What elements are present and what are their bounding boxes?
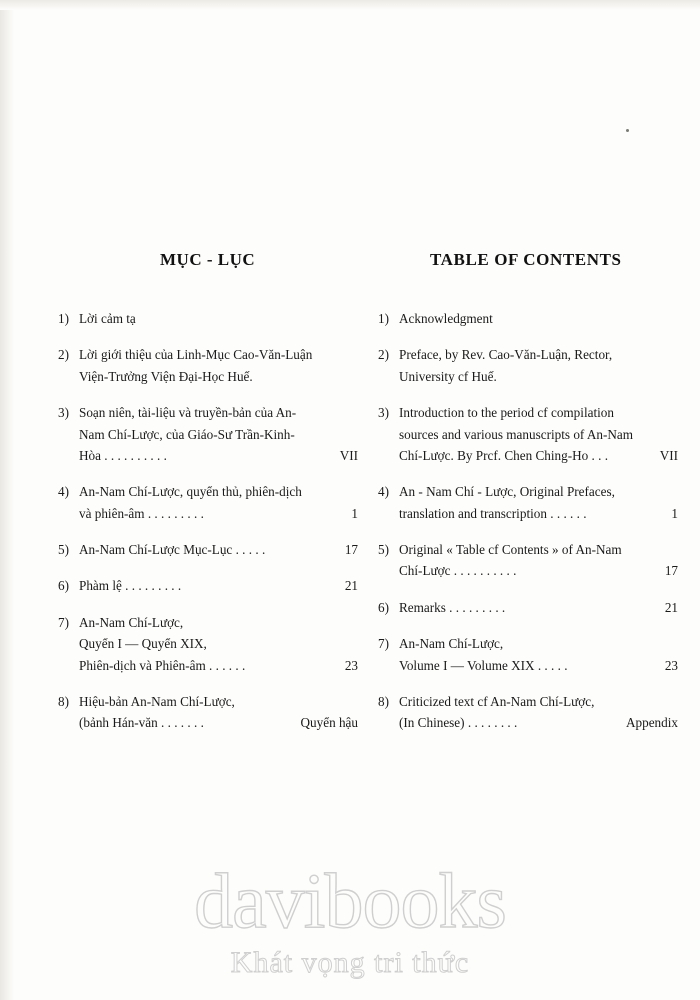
toc-entry-body bbox=[399, 481, 678, 524]
toc-entry-title: Viện-Trưởng Viện Đại-Học Huế. bbox=[79, 368, 253, 384]
toc-entry-body bbox=[399, 539, 678, 582]
page-edge-shadow-top bbox=[0, 0, 700, 10]
vietnamese-entry-list bbox=[58, 308, 358, 734]
toc-entry-number: 2) bbox=[378, 347, 389, 363]
toc-entry-title: Lời giới thiệu của Linh-Mục Cao-Văn-Luận bbox=[79, 347, 313, 363]
toc-entry-number: 6) bbox=[58, 578, 69, 594]
toc-entry-title: Criticized text cf An-Nam Chí-Lược, bbox=[399, 693, 595, 709]
watermark-sub-text: Khát vọng tri thức bbox=[230, 946, 470, 979]
paper-speck bbox=[626, 129, 629, 132]
toc-entry-number: 6) bbox=[378, 599, 389, 615]
toc-entry-body bbox=[79, 402, 358, 466]
toc-entry-title: Hòa . . . . . . . . . . bbox=[79, 447, 167, 463]
toc-entry bbox=[378, 402, 678, 466]
toc-entry-line bbox=[79, 402, 358, 423]
toc-entry-body bbox=[399, 597, 678, 618]
toc-entry-line bbox=[399, 560, 678, 581]
toc-entry-body bbox=[79, 539, 358, 560]
toc-entry-page: VII bbox=[339, 447, 358, 463]
toc-entry bbox=[378, 597, 678, 618]
toc-entry bbox=[58, 344, 358, 387]
toc-entry-number: 7) bbox=[378, 636, 389, 652]
toc-entry-line bbox=[79, 612, 358, 633]
toc-entry-page: 1 bbox=[671, 505, 678, 521]
toc-entry bbox=[378, 539, 678, 582]
toc-entry-line bbox=[399, 445, 678, 466]
toc-entry-number: 1) bbox=[378, 311, 389, 326]
toc-entry-line bbox=[79, 712, 358, 733]
toc-entry-line bbox=[79, 445, 358, 466]
toc-entry-body bbox=[399, 308, 678, 329]
toc-entry-line bbox=[79, 655, 358, 676]
toc-entry-line bbox=[79, 308, 358, 329]
toc-entry-number: 8) bbox=[378, 693, 389, 709]
toc-entry-title: Volume I — Volume XIX . . . . . bbox=[399, 657, 568, 673]
toc-entry-body bbox=[79, 308, 358, 329]
toc-entry-number: 5) bbox=[378, 542, 389, 557]
contents-column-vietnamese bbox=[58, 250, 358, 749]
toc-entry-line bbox=[399, 539, 678, 560]
toc-entry-line bbox=[79, 366, 358, 387]
toc-entry-number: 5) bbox=[58, 542, 69, 557]
toc-entry-body bbox=[79, 691, 358, 734]
watermark-main-text: davibooks bbox=[194, 857, 506, 944]
toc-entry-title: An-Nam Chí-Lược, bbox=[79, 614, 184, 630]
toc-entry-page: 21 bbox=[344, 578, 358, 594]
toc-entry-title: An-Nam Chí-Lược Mục-Lục . . . . . bbox=[79, 542, 266, 557]
toc-entry-page: 21 bbox=[664, 599, 678, 615]
toc-entry-body bbox=[79, 612, 358, 676]
toc-entry-line bbox=[79, 481, 358, 502]
toc-entry bbox=[58, 308, 358, 329]
toc-entry-line bbox=[399, 633, 678, 654]
toc-entry-line bbox=[399, 402, 678, 423]
toc-entry-line bbox=[399, 366, 678, 387]
toc-entry-body bbox=[79, 575, 358, 596]
toc-entry-title: và phiên-âm . . . . . . . . . bbox=[79, 505, 204, 521]
toc-entry-title: Lời cảm tạ bbox=[79, 311, 136, 326]
toc-entry-title: Remarks . . . . . . . . . bbox=[399, 599, 506, 615]
toc-entry-body bbox=[399, 344, 678, 387]
toc-entry-line bbox=[79, 503, 358, 524]
toc-entry-body bbox=[79, 481, 358, 524]
toc-entry-title: Hiệu-bản An-Nam Chí-Lược, bbox=[79, 693, 235, 709]
toc-entry-body bbox=[399, 402, 678, 466]
toc-entry-title: An-Nam Chí-Lược, bbox=[399, 636, 504, 652]
toc-entry bbox=[58, 612, 358, 676]
toc-entry-line bbox=[399, 597, 678, 618]
toc-entry bbox=[58, 402, 358, 466]
toc-entry bbox=[378, 633, 678, 676]
vietnamese-heading: MỤC - LỤC bbox=[160, 250, 256, 269]
toc-entry-page: VII bbox=[659, 447, 678, 463]
toc-entry bbox=[378, 344, 678, 387]
toc-entry-title: (In Chinese) . . . . . . . . bbox=[399, 715, 518, 731]
toc-entry-line bbox=[79, 575, 358, 596]
watermark bbox=[0, 857, 700, 980]
toc-entry bbox=[58, 691, 358, 734]
toc-entry-number: 3) bbox=[58, 405, 69, 421]
english-entry-list bbox=[378, 308, 678, 734]
toc-entry-page: 23 bbox=[664, 657, 678, 673]
toc-entry-number: 3) bbox=[378, 405, 389, 421]
toc-entry-body bbox=[399, 691, 678, 734]
toc-entry-line bbox=[79, 539, 358, 560]
toc-entry-page: 17 bbox=[664, 563, 678, 579]
toc-entry-line bbox=[399, 424, 678, 445]
toc-entry-line bbox=[399, 691, 678, 712]
toc-entry-title: Introduction to the period cf compilation bbox=[399, 405, 614, 421]
toc-entry bbox=[58, 539, 358, 560]
toc-entry-title: Chí-Lược. By Prcf. Chen Ching-Ho . . . bbox=[399, 447, 608, 463]
toc-entry-title: translation and transcription . . . . . . bbox=[399, 505, 587, 521]
toc-entry-title: Preface, by Rev. Cao-Văn-Luận, Rector, bbox=[399, 347, 613, 363]
toc-entry-title: Chí-Lược . . . . . . . . . . bbox=[399, 563, 517, 579]
toc-entry-line bbox=[79, 633, 358, 654]
toc-entry-page: 17 bbox=[344, 542, 358, 557]
toc-entry-title: Nam Chí-Lược, của Giáo-Sư Trần-Kinh- bbox=[79, 426, 295, 442]
toc-entry bbox=[58, 575, 358, 596]
toc-entry-number: 2) bbox=[58, 347, 69, 363]
toc-entry-title: Soạn niên, tài-liệu và truyền-bản của An- bbox=[79, 405, 297, 421]
toc-entry-page: Quyển hậu bbox=[300, 715, 358, 731]
toc-entry-title: Phiên-dịch và Phiên-âm . . . . . . bbox=[79, 657, 246, 673]
toc-entry-number: 4) bbox=[58, 484, 69, 500]
toc-entry-line bbox=[399, 344, 678, 365]
toc-entry-line bbox=[399, 481, 678, 502]
toc-entry-line bbox=[399, 655, 678, 676]
toc-entry bbox=[378, 308, 678, 329]
toc-entry-title: Quyển I — Quyển XIX, bbox=[79, 636, 207, 652]
contents-column-english bbox=[378, 250, 678, 749]
toc-entry-title: Original « Table cf Contents » of An-Nam bbox=[399, 542, 622, 557]
toc-entry-body bbox=[399, 633, 678, 676]
english-heading: TABLE OF CONTENTS bbox=[430, 250, 622, 269]
toc-entry-line bbox=[79, 691, 358, 712]
toc-entry-title: University cf Huế. bbox=[399, 368, 497, 384]
toc-entry-line bbox=[79, 424, 358, 445]
toc-entry-number: 8) bbox=[58, 693, 69, 709]
toc-entry-page: 23 bbox=[344, 657, 358, 673]
toc-entry-page: Appendix bbox=[625, 715, 678, 731]
toc-entry-title: Phàm lệ . . . . . . . . . bbox=[79, 578, 182, 594]
toc-entry bbox=[378, 691, 678, 734]
toc-entry-number: 1) bbox=[58, 311, 69, 326]
toc-entry-body bbox=[79, 344, 358, 387]
page-edge-shadow-left bbox=[0, 0, 14, 1000]
toc-entry-title: Acknowledgment bbox=[399, 311, 493, 326]
toc-entry-number: 7) bbox=[58, 614, 69, 630]
toc-entry-title: An-Nam Chí-Lược, quyển thủ, phiên-dịch bbox=[79, 484, 302, 500]
toc-entry-number: 4) bbox=[378, 484, 389, 500]
toc-entry-page: 1 bbox=[351, 505, 358, 521]
toc-entry-title: An - Nam Chí - Lược, Original Prefaces, bbox=[399, 484, 615, 500]
toc-entry-title: sources and various manuscripts of An-Nam bbox=[399, 426, 634, 442]
toc-entry-line bbox=[79, 344, 358, 365]
toc-entry bbox=[58, 481, 358, 524]
toc-entry-line bbox=[399, 712, 678, 733]
toc-entry bbox=[378, 481, 678, 524]
toc-entry-line bbox=[399, 308, 678, 329]
toc-entry-title: (bảnh Hán-văn . . . . . . . bbox=[79, 715, 204, 731]
toc-entry-line bbox=[399, 503, 678, 524]
